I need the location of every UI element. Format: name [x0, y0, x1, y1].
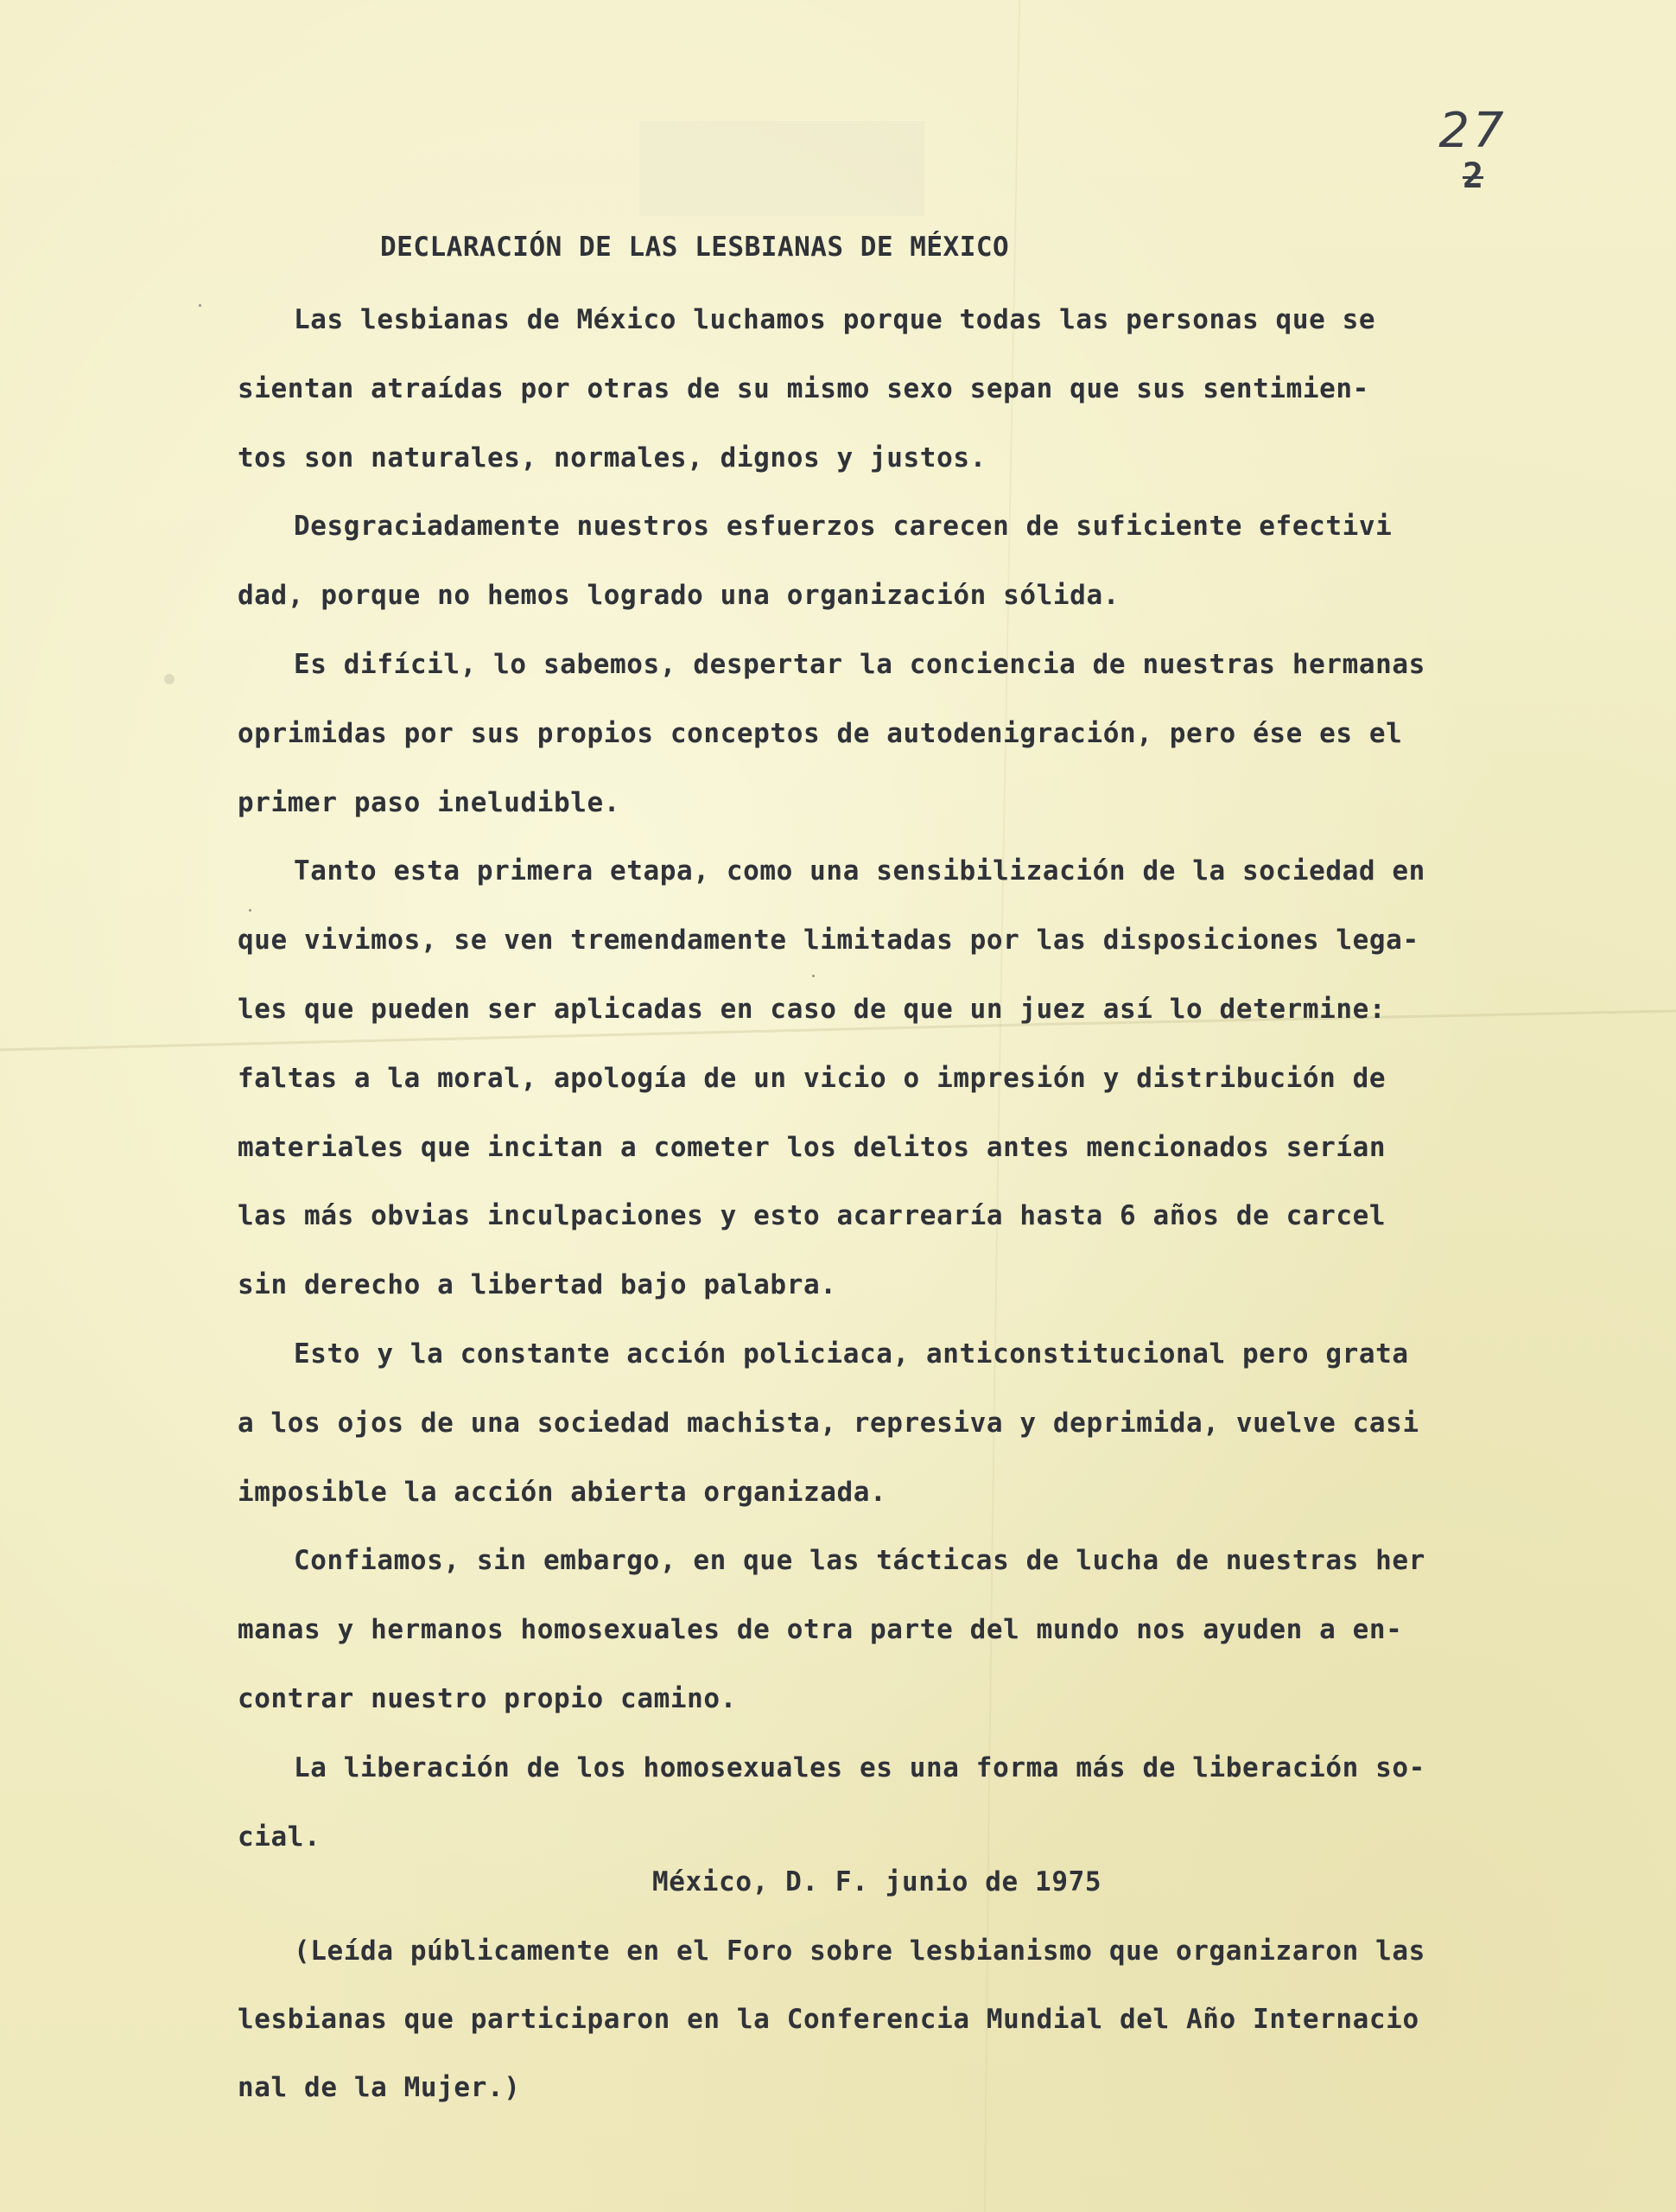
reading-note — [238, 1925, 1551, 2130]
text-line: La liberación de los homosexuales es una forma más de liberación so- — [294, 1751, 1425, 1783]
paper-speck — [199, 304, 201, 307]
paper-speck — [812, 975, 815, 977]
note-line: lesbianas que participaron en la Conferencia Mundial del Año Internacio — [238, 2004, 1419, 2035]
declaration-body — [238, 294, 1551, 1879]
handwritten-page-number: 27 — [1438, 103, 1508, 159]
text-line: Desgraciadamente nuestros esfuerzos carecen de suficiente efectivi — [294, 511, 1393, 543]
typed-page-number: 2 — [1462, 156, 1484, 196]
text-line: primer paso ineludible. — [238, 786, 621, 818]
text-line: contrar nuestro propio camino. — [238, 1682, 737, 1714]
text-line: imposible la acción abierta organizada. — [238, 1476, 887, 1508]
dateline: México, D. F. junio de 1975 — [652, 1866, 1102, 1897]
note-line: (Leída públicamente en el Foro sobre lesbianismo que organizaron las — [294, 1936, 1425, 1967]
text-line: sin derecho a libertad bajo palabra. — [238, 1269, 837, 1301]
text-line: Confiamos, sin embargo, en que las tácticas de lucha de nuestras her — [294, 1545, 1425, 1577]
text-line: tos son naturales, normales, dignos y justos. — [238, 442, 987, 474]
text-line: que vivimos, se ven tremendamente limitadas por las disposiciones lega- — [238, 925, 1419, 957]
text-line: a los ojos de una sociedad machista, represiva y deprimida, vuelve casi — [238, 1407, 1419, 1439]
note-line: nal de la Mujer.) — [238, 2072, 521, 2103]
text-line: oprimidas por sus propios conceptos de autodenigración, pero ése es el — [238, 717, 1403, 749]
text-line: Esto y la constante acción policiaca, anticonstitucional pero grata — [294, 1338, 1409, 1370]
text-line: cial. — [238, 1821, 321, 1853]
paper-speck — [249, 909, 251, 912]
text-line: materiales que incitan a cometer los delitos antes mencionados serían — [238, 1131, 1387, 1163]
text-line: manas y hermanos homosexuales de otra parte del mundo nos ayuden a en- — [238, 1614, 1403, 1646]
document-title: DECLARACIÓN DE LAS LESBIANAS DE MÉXICO — [380, 232, 1010, 263]
text-line: las más obvias inculpaciones y esto acarrearía hasta 6 años de carcel — [238, 1200, 1387, 1232]
paper-speck — [164, 674, 175, 684]
text-line: Es difícil, lo sabemos, despertar la conciencia de nuestras hermanas — [294, 648, 1425, 680]
text-line: Las lesbianas de México luchamos porque todas las personas que se — [294, 304, 1376, 335]
text-line: faltas a la moral, apología de un vicio o impresión y distribución de — [238, 1062, 1387, 1094]
text-line: dad, porque no hemos logrado una organización sólida. — [238, 580, 1120, 612]
page-number — [1425, 104, 1520, 194]
text-line: Tanto esta primera etapa, como una sensibilización de la sociedad en — [294, 855, 1425, 887]
text-line: sientan atraídas por otras de su mismo sexo sepan que sus sentimien- — [238, 372, 1369, 404]
text-line: les que pueden ser aplicadas en caso de que un juez así lo determine: — [238, 993, 1387, 1025]
